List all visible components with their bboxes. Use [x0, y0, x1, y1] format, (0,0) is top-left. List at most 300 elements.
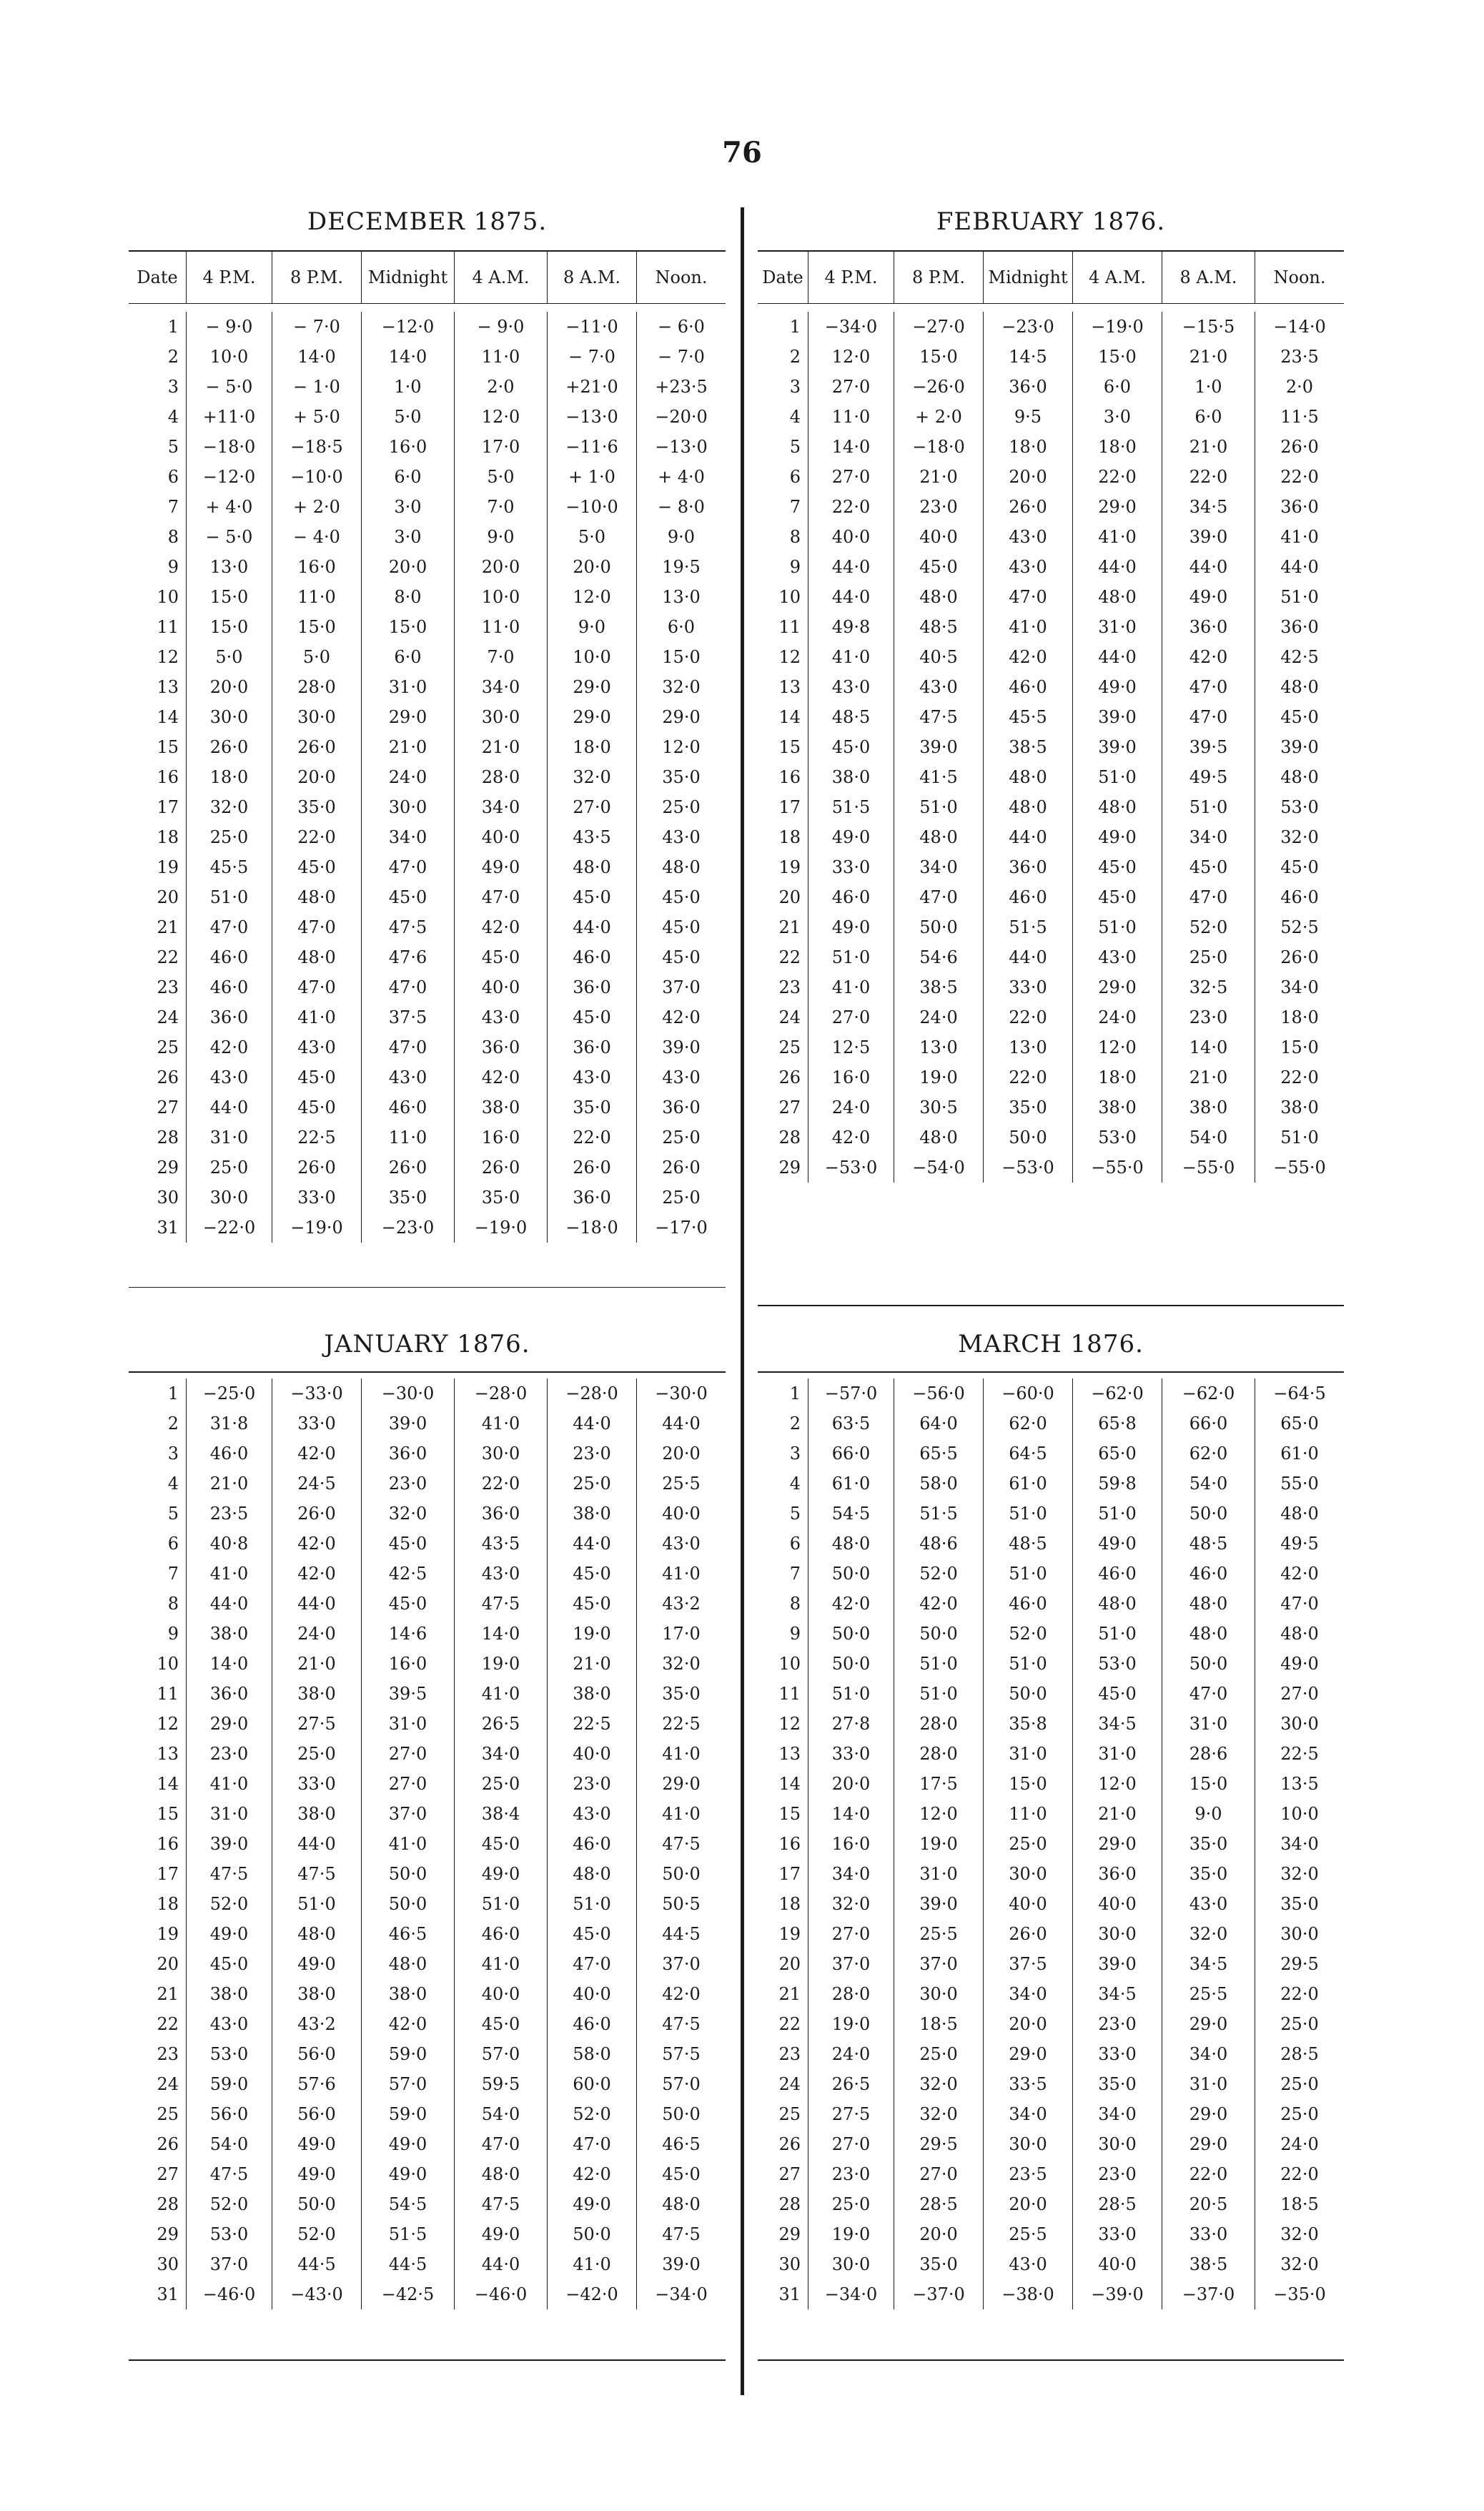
cell-8am: 47·0	[547, 2129, 636, 2159]
cell-8am: 32·0	[547, 762, 636, 792]
cell-noon: 22·0	[1255, 2159, 1344, 2189]
cell-midnight: 42·0	[983, 642, 1072, 672]
cell-date: 14	[157, 707, 179, 727]
cell-8pm: −18·5	[272, 432, 361, 462]
table-row	[758, 1709, 1344, 1739]
cell-noon: +23·5	[636, 372, 726, 402]
cell-midnight: 36·0	[361, 1439, 454, 1469]
cell-4am: 31·0	[1072, 612, 1162, 642]
cell-8am: 47·0	[1162, 1679, 1255, 1709]
cell-4am: 40·0	[1072, 1889, 1162, 1919]
cell-8pm: 17·5	[894, 1769, 983, 1799]
cell-date: 13	[778, 677, 801, 697]
cell-noon: −30·0	[636, 1378, 726, 1409]
cell-midnight: 31·0	[361, 1709, 454, 1739]
table-row	[129, 1919, 726, 1949]
cell-8am: 48·5	[1162, 1529, 1255, 1559]
cell-8pm: 25·5	[894, 1919, 983, 1949]
cell-noon: 32·0	[636, 672, 726, 702]
cell-4pm: 48·5	[808, 702, 894, 732]
cell-8pm: 51·5	[894, 1499, 983, 1529]
cell-8am: 49·5	[1162, 762, 1255, 792]
cell-midnight: 42·0	[361, 2009, 454, 2039]
cell-8am: −13·0	[547, 402, 636, 432]
cell-midnight: −42·5	[361, 2279, 454, 2309]
cell-8pm: 40·0	[894, 522, 983, 552]
col-header-4am: 4 A.M.	[454, 252, 547, 303]
cell-date: 12	[778, 1714, 801, 1734]
table-row	[758, 312, 1344, 342]
cell-8pm: 23·0	[894, 492, 983, 522]
cell-date: 16	[157, 1834, 179, 1854]
cell-8pm: 40·5	[894, 642, 983, 672]
cell-date: 18	[778, 1894, 801, 1914]
cell-4am: 45·0	[454, 2009, 547, 2039]
cell-4pm: 28·0	[808, 1979, 894, 2009]
cell-noon: 45·0	[1255, 852, 1344, 882]
cell-date: 29	[157, 1158, 179, 1178]
december-table	[129, 207, 726, 1308]
cell-8am: +21·0	[547, 372, 636, 402]
cell-8pm: 47·0	[272, 972, 361, 1002]
cell-noon: 48·0	[636, 2189, 726, 2219]
cell-8am: 44·0	[547, 912, 636, 942]
cell-midnight: −23·0	[983, 312, 1072, 342]
table-row	[129, 732, 726, 762]
cell-date: 21	[778, 1984, 801, 2004]
cell-4pm: 42·0	[808, 1123, 894, 1153]
cell-midnight: 22·0	[983, 1062, 1072, 1092]
table-row	[129, 1769, 726, 1799]
cell-noon: 12·0	[636, 732, 726, 762]
table-row	[129, 1499, 726, 1529]
cell-noon: 61·0	[1255, 1439, 1344, 1469]
cell-8pm: 33·0	[272, 1769, 361, 1799]
cell-4pm: 61·0	[808, 1469, 894, 1499]
cell-8pm: 41·0	[272, 1002, 361, 1032]
cell-date: 24	[778, 2074, 801, 2094]
cell-4pm: 23·5	[186, 1499, 272, 1529]
cell-4am: 39·0	[1072, 1949, 1162, 1979]
table-row	[758, 942, 1344, 972]
cell-8pm: 58·0	[894, 1469, 983, 1499]
cell-4pm: 22·0	[808, 492, 894, 522]
cell-4pm: −25·0	[186, 1378, 272, 1409]
cell-midnight: 48·5	[983, 1529, 1072, 1559]
cell-midnight: 50·0	[361, 1889, 454, 1919]
table-row	[758, 2129, 1344, 2159]
cell-4pm: 36·0	[186, 1679, 272, 1709]
table-row	[129, 1439, 726, 1469]
table-row	[129, 702, 726, 732]
table-row	[758, 792, 1344, 822]
cell-date: 30	[157, 2254, 179, 2274]
cell-8pm: 18·5	[894, 2009, 983, 2039]
cell-noon: 27·0	[1255, 1679, 1344, 1709]
december-rows	[129, 312, 726, 1243]
cell-midnight: 1·0	[361, 372, 454, 402]
cell-date: 25	[157, 2104, 179, 2124]
cell-midnight: 32·0	[361, 1499, 454, 1529]
cell-noon: 45·0	[636, 912, 726, 942]
cell-midnight: 27·0	[361, 1739, 454, 1769]
cell-8am: 41·0	[547, 2249, 636, 2279]
cell-date: 4	[789, 1474, 801, 1494]
cell-4am: 47·0	[454, 882, 547, 912]
cell-4am: 36·0	[1072, 1859, 1162, 1889]
cell-midnight: 20·0	[983, 2009, 1072, 2039]
cell-noon: 35·0	[1255, 1889, 1344, 1919]
cell-4pm: 23·0	[808, 2159, 894, 2189]
cell-date: 11	[157, 1684, 179, 1704]
cell-midnight: 47·0	[361, 972, 454, 1002]
cell-midnight: 34·0	[983, 2099, 1072, 2129]
cell-midnight: 11·0	[361, 1123, 454, 1153]
cell-8pm: −26·0	[894, 372, 983, 402]
cell-4pm: 24·0	[808, 2039, 894, 2069]
col-header-date: Date	[137, 267, 178, 287]
cell-noon: 32·0	[1255, 2249, 1344, 2279]
cell-8am: 38·0	[547, 1499, 636, 1529]
cell-4am: 29·0	[1072, 972, 1162, 1002]
cell-noon: 45·0	[636, 2159, 726, 2189]
cell-4am: 49·0	[1072, 672, 1162, 702]
cell-8am: 40·0	[547, 1739, 636, 1769]
cell-8am: 38·0	[1162, 1092, 1255, 1123]
cell-midnight: 52·0	[983, 1619, 1072, 1649]
table-row	[758, 1589, 1344, 1619]
cell-8pm: 56·0	[272, 2039, 361, 2069]
cell-noon: 11·5	[1255, 402, 1344, 432]
cell-date: 6	[789, 467, 801, 487]
table-row	[758, 1679, 1344, 1709]
table-row	[129, 1092, 726, 1123]
cell-4pm: 31·8	[186, 1409, 272, 1439]
cell-noon: 25·0	[1255, 2099, 1344, 2129]
cell-8am: 35·0	[1162, 1829, 1255, 1859]
cell-midnight: 45·0	[361, 1589, 454, 1619]
cell-date: 5	[167, 1504, 179, 1524]
cell-8pm: 22·0	[272, 822, 361, 852]
cell-8am: + 1·0	[547, 462, 636, 492]
cell-8am: 47·0	[1162, 702, 1255, 732]
table-row	[758, 552, 1344, 582]
cell-4pm: 12·5	[808, 1032, 894, 1062]
cell-date: 19	[157, 857, 179, 877]
cell-noon: 30·0	[1255, 1919, 1344, 1949]
cell-8am: 34·0	[1162, 2039, 1255, 2069]
table-row	[129, 2249, 726, 2279]
cell-date: 20	[157, 887, 179, 907]
cell-midnight: 20·0	[983, 462, 1072, 492]
cell-4am: 31·0	[1072, 1739, 1162, 1769]
cell-8pm: 44·0	[272, 1829, 361, 1859]
cell-8pm: 13·0	[894, 1032, 983, 1062]
cell-date: 23	[778, 977, 801, 997]
cell-noon: 35·0	[636, 762, 726, 792]
cell-4am: 42·0	[454, 912, 547, 942]
cell-8pm: −33·0	[272, 1378, 361, 1409]
cell-4am: 40·0	[454, 822, 547, 852]
cell-4am: −28·0	[454, 1378, 547, 1409]
table-row	[129, 2279, 726, 2309]
table-row	[129, 1469, 726, 1499]
cell-noon: 36·0	[636, 1092, 726, 1123]
cell-8am: 18·0	[547, 732, 636, 762]
cell-4am: 35·0	[1072, 2069, 1162, 2099]
cell-8pm: 37·0	[894, 1949, 983, 1979]
cell-8am: 52·0	[547, 2099, 636, 2129]
table-row	[129, 1859, 726, 1889]
table-row	[129, 1123, 726, 1153]
cell-date: 25	[157, 1037, 179, 1057]
cell-4pm: − 5·0	[186, 372, 272, 402]
cell-noon: 42·0	[636, 1979, 726, 2009]
cell-8pm: 34·0	[894, 852, 983, 882]
cell-4am: 51·0	[454, 1889, 547, 1919]
cell-date: 11	[778, 617, 801, 637]
cell-8pm: 50·0	[894, 912, 983, 942]
cell-4am: 11·0	[454, 612, 547, 642]
cell-4am: 20·0	[454, 552, 547, 582]
cell-8am: 39·0	[1162, 522, 1255, 552]
table-row	[758, 702, 1344, 732]
cell-midnight: 50·0	[983, 1679, 1072, 1709]
cell-noon: 22·5	[636, 1709, 726, 1739]
cell-4am: 43·0	[454, 1559, 547, 1589]
cell-4am: 16·0	[454, 1123, 547, 1153]
cell-4am: 65·0	[1072, 1439, 1162, 1469]
cell-4pm: 29·0	[186, 1709, 272, 1739]
cell-8am: 25·0	[547, 1469, 636, 1499]
cell-4am: 29·0	[1072, 492, 1162, 522]
cell-8pm: 21·0	[894, 462, 983, 492]
cell-noon: 50·5	[636, 1889, 726, 1919]
table-row	[129, 672, 726, 702]
table-row	[129, 1378, 726, 1409]
cell-midnight: 48·0	[983, 762, 1072, 792]
cell-midnight: 48·0	[361, 1949, 454, 1979]
table-row	[758, 912, 1344, 942]
cell-8am: 33·0	[1162, 2219, 1255, 2249]
cell-4pm: 43·0	[186, 2009, 272, 2039]
cell-4am: −39·0	[1072, 2279, 1162, 2309]
cell-4pm: 47·5	[186, 2159, 272, 2189]
cell-4am: 54·0	[454, 2099, 547, 2129]
cell-8pm: 64·0	[894, 1409, 983, 1439]
cell-4am: 9·0	[454, 522, 547, 552]
cell-4am: 49·0	[1072, 1529, 1162, 1559]
table-row	[758, 972, 1344, 1002]
cell-8pm: 35·0	[894, 2249, 983, 2279]
cell-4pm: − 9·0	[186, 312, 272, 342]
cell-4pm: 50·0	[808, 1559, 894, 1589]
cell-8am: 38·0	[547, 1679, 636, 1709]
cell-8pm: 50·0	[894, 1619, 983, 1649]
cell-8am: 20·5	[1162, 2189, 1255, 2219]
cell-8am: 14·0	[1162, 1032, 1255, 1062]
cell-4pm: 15·0	[186, 612, 272, 642]
cell-8pm: 28·5	[894, 2189, 983, 2219]
cell-8am: 29·0	[1162, 2099, 1255, 2129]
cell-4am: 34·5	[1072, 1979, 1162, 2009]
cell-date: 14	[778, 1774, 801, 1794]
table-row	[758, 642, 1344, 672]
cell-4am: 51·0	[1072, 1619, 1162, 1649]
cell-4pm: 30·0	[186, 702, 272, 732]
cell-8pm: 52·0	[894, 1559, 983, 1589]
cell-8pm: 49·0	[272, 2159, 361, 2189]
cell-8pm: 38·0	[272, 1979, 361, 2009]
cell-8pm: 22·5	[272, 1123, 361, 1153]
cell-8pm: 54·6	[894, 942, 983, 972]
cell-8pm: 31·0	[894, 1859, 983, 1889]
cell-noon: 18·0	[1255, 1002, 1344, 1032]
cell-8pm: 44·5	[272, 2249, 361, 2279]
cell-4am: 5·0	[454, 462, 547, 492]
table-row	[758, 1979, 1344, 2009]
cell-date: 3	[167, 1444, 179, 1464]
cell-8am: 52·0	[1162, 912, 1255, 942]
cell-4am: 43·0	[454, 1002, 547, 1032]
cell-noon: − 7·0	[636, 342, 726, 372]
cell-noon: 47·0	[1255, 1589, 1344, 1619]
cell-date: 28	[778, 1128, 801, 1148]
cell-8pm: 27·5	[272, 1709, 361, 1739]
cell-midnight: 47·0	[361, 1032, 454, 1062]
cell-4am: 41·0	[454, 1949, 547, 1979]
cell-8am: 45·0	[547, 882, 636, 912]
table-row	[129, 2009, 726, 2039]
cell-8am: 44·0	[547, 1409, 636, 1439]
cell-8pm: −18·0	[894, 432, 983, 462]
cell-4am: 48·0	[1072, 582, 1162, 612]
cell-8pm: + 5·0	[272, 402, 361, 432]
cell-noon: 22·0	[1255, 1062, 1344, 1092]
cell-4pm: 34·0	[808, 1859, 894, 1889]
cell-4pm: 49·0	[186, 1919, 272, 1949]
cell-date: 15	[778, 1804, 801, 1824]
cell-date: 25	[778, 1037, 801, 1057]
cell-4am: 12·0	[1072, 1032, 1162, 1062]
table-row	[758, 1002, 1344, 1032]
cell-4pm: 27·5	[808, 2099, 894, 2129]
cell-8am: −42·0	[547, 2279, 636, 2309]
cell-4am: 18·0	[1072, 432, 1162, 462]
cell-4pm: 40·0	[808, 522, 894, 552]
cell-date: 14	[778, 707, 801, 727]
cell-4am: 51·0	[1072, 1499, 1162, 1529]
cell-8am: 48·0	[1162, 1589, 1255, 1619]
cell-date: 18	[157, 1894, 179, 1914]
cell-8pm: 25·0	[894, 2039, 983, 2069]
cell-midnight: 30·0	[361, 792, 454, 822]
table-row	[129, 1213, 726, 1243]
january-title: JANUARY 1876.	[324, 1330, 530, 1358]
cell-date: 10	[157, 1654, 179, 1674]
cell-noon: 25·0	[636, 792, 726, 822]
cell-4pm: − 5·0	[186, 522, 272, 552]
cell-midnight: 51·0	[983, 1499, 1072, 1529]
cell-date: 31	[778, 2284, 801, 2304]
february-rows	[758, 312, 1344, 1183]
cell-8pm: 43·2	[272, 2009, 361, 2039]
cell-8pm: 39·0	[894, 732, 983, 762]
cell-8am: 21·0	[1162, 432, 1255, 462]
cell-8pm: 26·0	[272, 732, 361, 762]
cell-date: 21	[157, 1984, 179, 2004]
cell-8am: 54·0	[1162, 1123, 1255, 1153]
cell-8am: 22·0	[1162, 462, 1255, 492]
cell-midnight: 51·5	[983, 912, 1072, 942]
cell-4am: 49·0	[1072, 822, 1162, 852]
cell-8am: 48·0	[547, 1859, 636, 1889]
cell-noon: 28·5	[1255, 2039, 1344, 2069]
cell-4am: 35·0	[454, 1183, 547, 1213]
cell-midnight: 15·0	[361, 612, 454, 642]
cell-4am: −19·0	[454, 1213, 547, 1243]
table-row	[758, 2219, 1344, 2249]
cell-4am: 43·5	[454, 1529, 547, 1559]
cell-midnight: 36·0	[983, 372, 1072, 402]
cell-noon: 19·5	[636, 552, 726, 582]
cell-date: 1	[789, 317, 801, 337]
cell-noon: 32·0	[1255, 822, 1344, 852]
cell-8am: −28·0	[547, 1378, 636, 1409]
cell-4pm: 13·0	[186, 552, 272, 582]
table-row	[129, 1529, 726, 1559]
cell-8pm: 33·0	[272, 1409, 361, 1439]
cell-date: 12	[778, 647, 801, 667]
cell-4pm: 46·0	[186, 972, 272, 1002]
cell-date: 25	[778, 2104, 801, 2124]
cell-date: 17	[778, 797, 801, 817]
table-row	[129, 1679, 726, 1709]
cell-8am: 32·0	[1162, 1919, 1255, 1949]
cell-noon: −64·5	[1255, 1378, 1344, 1409]
cell-midnight: −38·0	[983, 2279, 1072, 2309]
cell-noon: 26·0	[636, 1153, 726, 1183]
cell-8pm: −43·0	[272, 2279, 361, 2309]
cell-noon: −17·0	[636, 1213, 726, 1243]
cell-4am: 53·0	[1072, 1649, 1162, 1679]
cell-4pm: 26·5	[808, 2069, 894, 2099]
cell-8pm: 42·0	[272, 1529, 361, 1559]
table-row	[129, 1889, 726, 1919]
cell-midnight: 59·0	[361, 2099, 454, 2129]
cell-noon: 25·0	[636, 1123, 726, 1153]
cell-4am: 38·0	[454, 1092, 547, 1123]
cell-8am: 32·5	[1162, 972, 1255, 1002]
table-row	[129, 1739, 726, 1769]
cell-midnight: 46·0	[983, 882, 1072, 912]
cell-4pm: 20·0	[808, 1769, 894, 1799]
cell-noon: 41·0	[636, 1799, 726, 1829]
table-row	[129, 852, 726, 882]
col-header-8am: 8 A.M.	[1162, 252, 1255, 303]
table-row	[129, 1649, 726, 1679]
table-row	[129, 1589, 726, 1619]
cell-8pm: 14·0	[272, 342, 361, 372]
cell-date: 17	[157, 1864, 179, 1884]
cell-8am: 43·0	[1162, 1889, 1255, 1919]
cell-8am: 5·0	[547, 522, 636, 552]
cell-date: 23	[157, 2044, 179, 2064]
table-row	[129, 432, 726, 462]
cell-midnight: 26·0	[983, 1919, 1072, 1949]
cell-4pm: 37·0	[186, 2249, 272, 2279]
cell-noon: 23·5	[1255, 342, 1344, 372]
